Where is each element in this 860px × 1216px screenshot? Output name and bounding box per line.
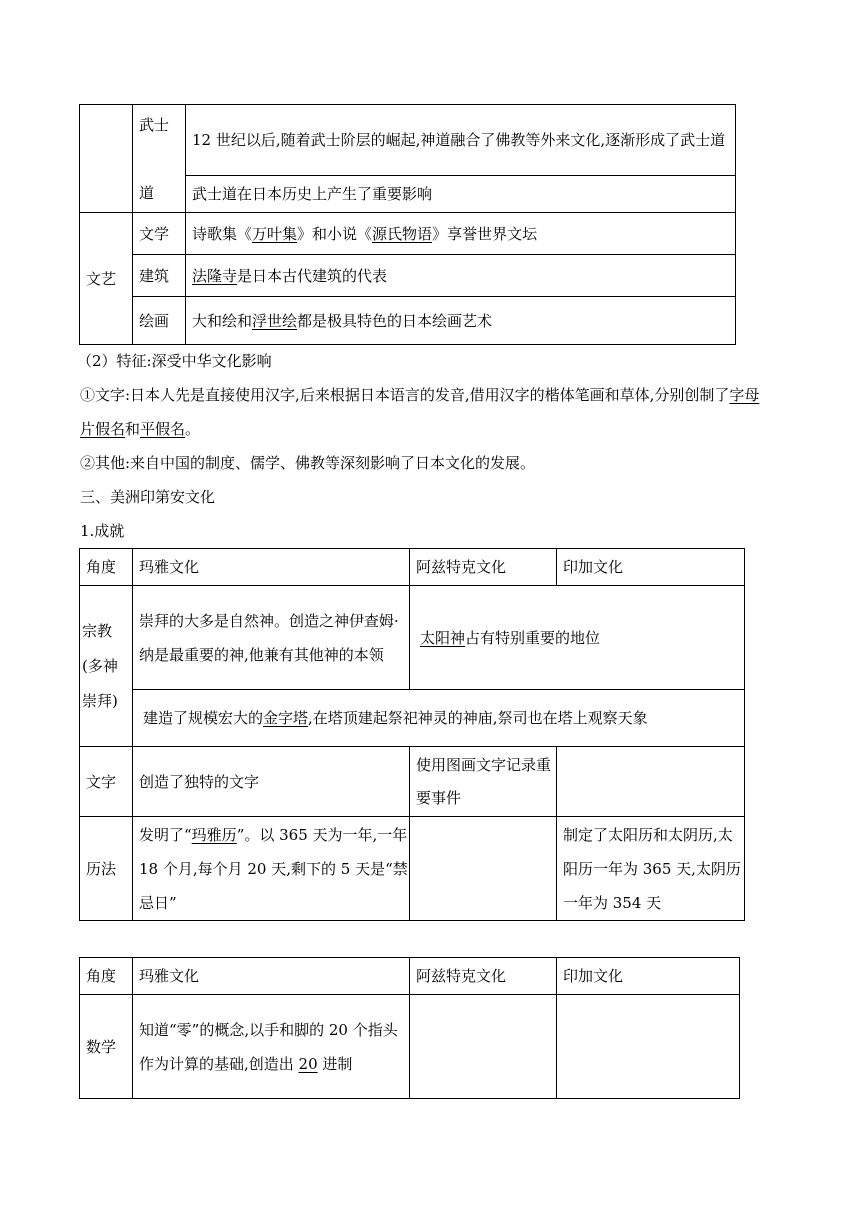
math-inca: [557, 995, 740, 1099]
other-paragraph: ②其他:来自中国的制度、儒学、佛教等深刻影响了日本文化的发展。: [80, 454, 536, 472]
writing-maya: 创造了独特的文字: [133, 747, 410, 817]
math-aztec: [410, 995, 557, 1099]
literature-label: 文学: [133, 213, 186, 255]
architecture-label: 建筑: [133, 255, 186, 297]
painting-text: 大和绘和浮世绘都是极具特色的日本绘画艺术: [186, 297, 736, 345]
header-inca-2: 印加文化: [557, 958, 740, 995]
math-label: 数学: [80, 995, 133, 1099]
literature-text: 诗歌集《万叶集》和小说《源氏物语》享誉世界文坛: [186, 213, 736, 255]
writing-label: 文字: [80, 747, 133, 817]
pyramid-link: 金字塔: [263, 709, 309, 727]
culture-table-math: [79, 957, 740, 1099]
header-inca: 印加文化: [557, 549, 745, 586]
religion-label: 宗教(多神崇拜): [80, 586, 133, 747]
calendar-aztec: [410, 817, 557, 921]
header-maya: 玛雅文化: [133, 549, 410, 586]
header-angle-2: 角度: [80, 958, 133, 995]
sun-god-link: 太阳神: [420, 628, 466, 647]
writing-inca: [557, 747, 745, 817]
arts-label: 文艺: [80, 213, 133, 345]
katakana-link: 字母片假名: [80, 386, 760, 438]
section-heading: 三、美洲印第安文化: [80, 488, 216, 506]
header-aztec-2: 阿兹特克文化: [410, 958, 557, 995]
maya-calendar-link: 玛雅历: [191, 825, 237, 844]
hiragana-link: 平假名: [140, 420, 186, 438]
feature-heading: （2）特征:深受中华文化影响: [77, 352, 272, 370]
calendar-maya: 发明了“玛雅历”。以 365 天为一年,一年 18 个月,每个月 20 天,剩下的 5 天是“禁忌日”: [133, 817, 410, 921]
bushido-text-2: 武士道在日本历史上产生了重要影响: [186, 176, 736, 213]
culture-table-america: [79, 548, 745, 921]
math-maya: 知道“零”的概念,以手和脚的 20 个指头作为计算的基础,创造出 20 进制: [133, 995, 410, 1099]
base20-link: 20: [298, 1054, 318, 1073]
horyuji-link: 法隆寺: [192, 266, 238, 285]
header-maya-2: 玛雅文化: [133, 958, 410, 995]
manyoshu-link: 万叶集: [252, 224, 298, 243]
bushido-text-1: 12 世纪以后,随着武士阶层的崛起,神道融合了佛教等外来文化,逐渐形成了武士道: [186, 105, 736, 176]
calendar-inca: 制定了太阳历和太阴历,太阳历一年为 365 天,太阴历一年为 354 天: [557, 817, 745, 921]
header-aztec: 阿兹特克文化: [410, 549, 557, 586]
achievements-heading: 1.成就: [80, 522, 125, 540]
table-cell-empty: [80, 105, 133, 213]
writing-aztec: 使用图画文字记录重要事件: [410, 747, 557, 817]
genji-link: 源氏物语: [372, 224, 433, 243]
calendar-label: 历法: [80, 817, 133, 921]
architecture-text: 法隆寺是日本古代建筑的代表: [186, 255, 736, 297]
writing-paragraph: ①文字:日本人先是直接使用汉字,后来根据日本语言的发音,借用汉字的楷体笔画和草体,分别创制了字母片假名和平假名。: [80, 386, 760, 438]
culture-table-japan: [79, 104, 736, 345]
religion-aztec-inca: 太阳神占有特别重要的地位: [410, 586, 745, 690]
ukiyoe-link: 浮世绘: [252, 311, 298, 330]
header-angle: 角度: [80, 549, 133, 586]
religion-maya: 崇拜的大多是自然神。创造之神伊查姆·纳是最重要的神,他兼有其他神的本领: [133, 586, 410, 690]
religion-pyramid: 建造了规模宏大的金字塔,在塔顶建起祭祀神灵的神庙,祭司也在塔上观察天象: [133, 690, 745, 747]
bushido-label: 武士 道: [133, 105, 186, 213]
painting-label: 绘画: [133, 297, 186, 345]
